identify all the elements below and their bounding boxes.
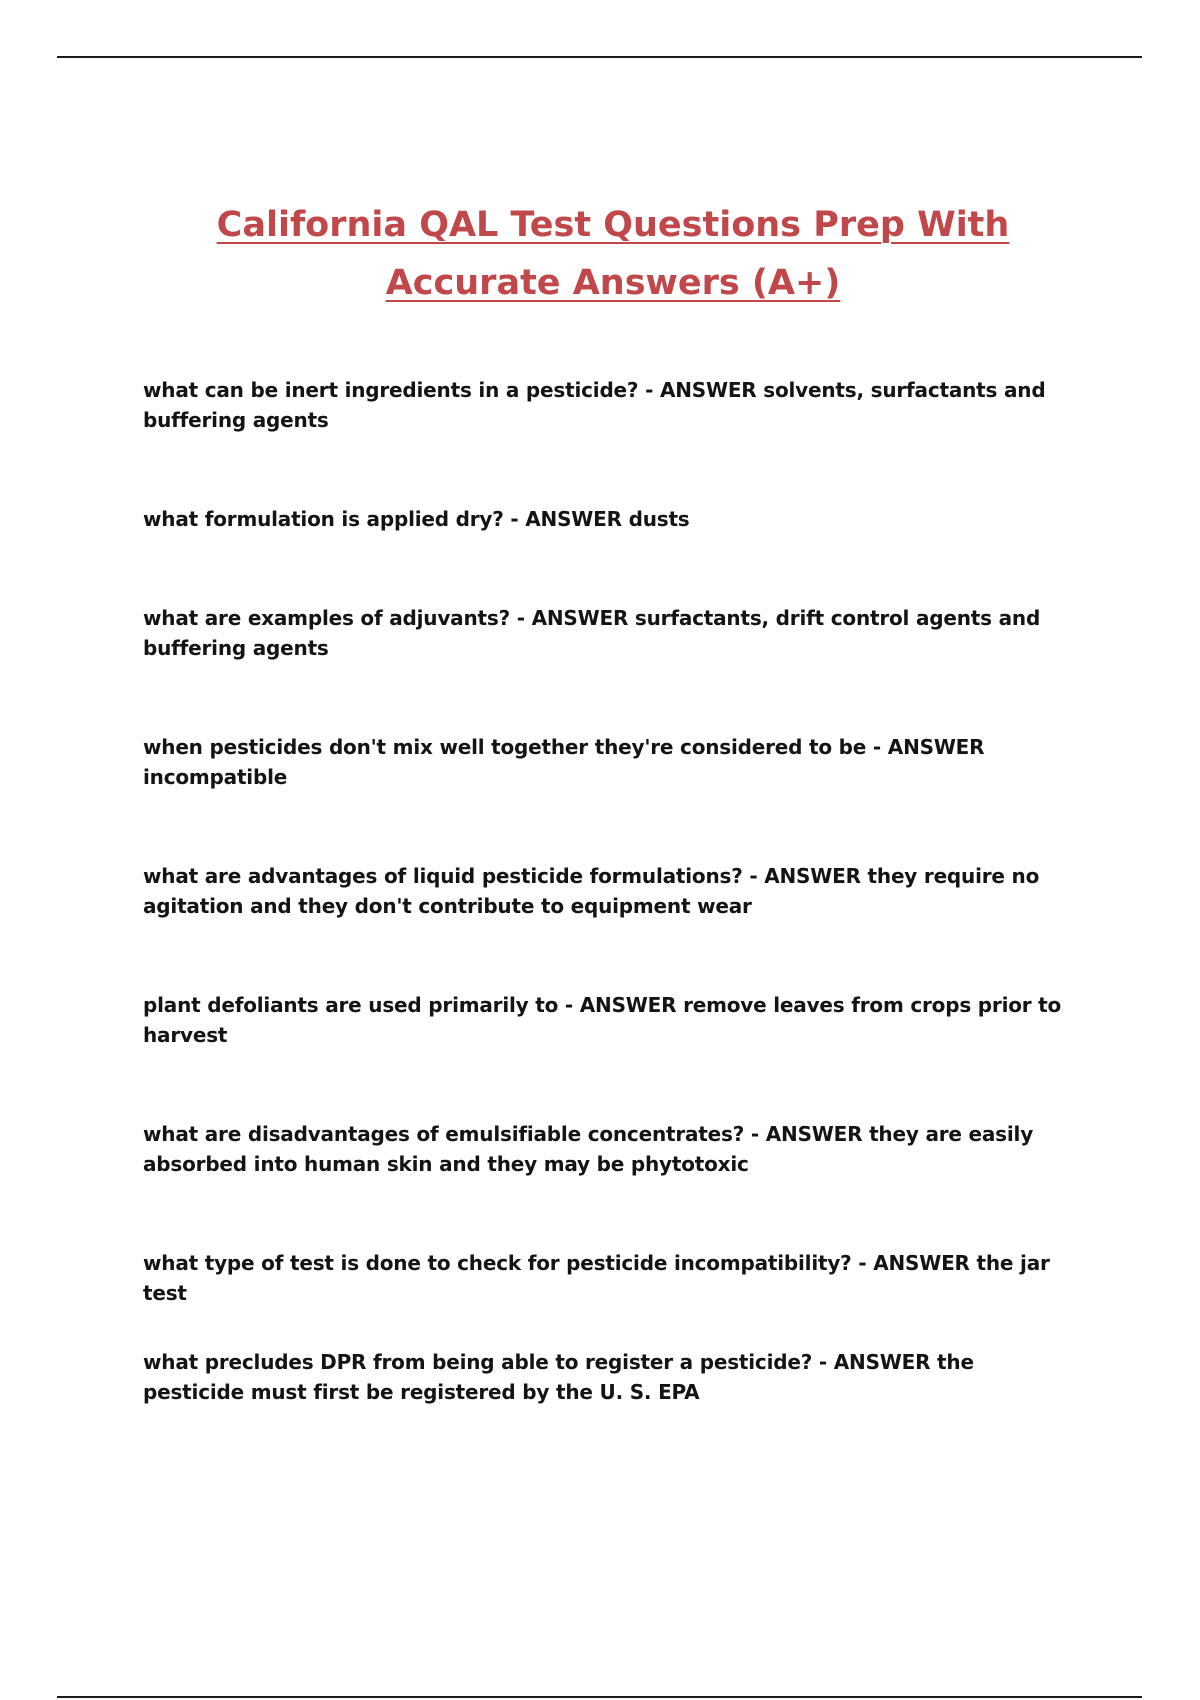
qa-item: what precludes DPR from being able to register a pesticide? - ANSWER the pesticide must first be registered by the U. S. EPA <box>143 1350 974 1404</box>
qa-item: what formulation is applied dry? - ANSWER dusts <box>143 507 690 531</box>
qa-item: what are examples of adjuvants? - ANSWER surfactants, drift control agents and buffering agents <box>143 606 1041 660</box>
qa-item: what are advantages of liquid pesticide formulations? - ANSWER they require no agitation and they don't contribute to equipment wear <box>143 864 1040 918</box>
qa-item: what type of test is done to check for pesticide incompatibility? - ANSWER the jar test <box>143 1251 1050 1305</box>
top-divider <box>57 56 1142 58</box>
title-line-1: California QAL Test Questions Prep With <box>216 205 1010 245</box>
document-title <box>120 196 1106 312</box>
qa-item: what can be inert ingredients in a pesticide? - ANSWER solvents, surfactants and buffering agents <box>143 378 1046 432</box>
bottom-divider <box>57 1696 1142 1698</box>
qa-item: plant defoliants are used primarily to - ANSWER remove leaves from crops prior to harvest <box>143 993 1062 1047</box>
title-line-2: Accurate Answers (A+) <box>385 263 841 303</box>
qa-list <box>143 375 1073 1476</box>
qa-item: when pesticides don't mix well together they're considered to be - ANSWER incompatible <box>143 735 985 789</box>
qa-item: what are disadvantages of emulsifiable concentrates? - ANSWER they are easily absorbed into human skin and they may be phytotoxic <box>143 1122 1034 1176</box>
